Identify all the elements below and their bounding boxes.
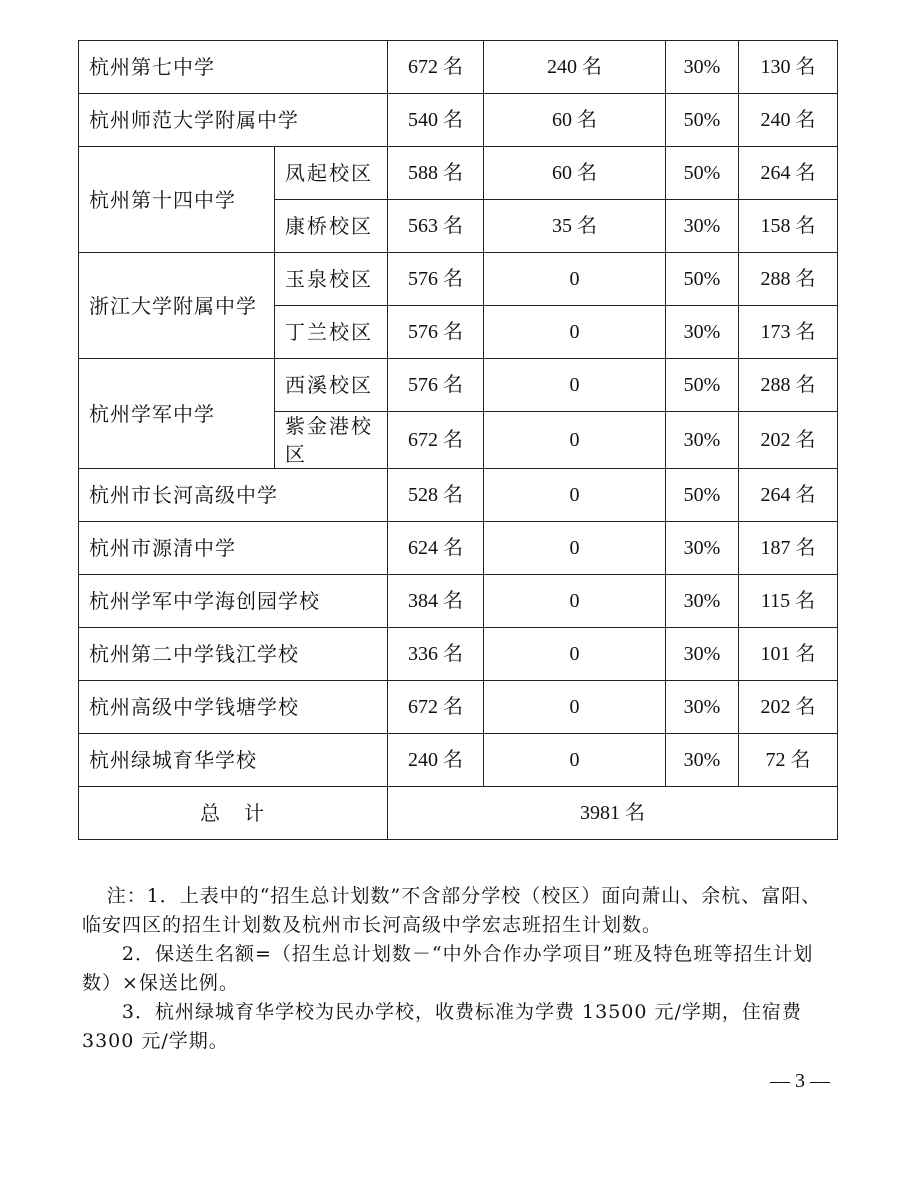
- recommend-ratio: 50%: [666, 359, 739, 412]
- campus-name: 凤起校区: [275, 147, 388, 200]
- enrollment-table: [78, 40, 838, 840]
- table-row: [79, 147, 838, 200]
- total-plan: 540 名: [388, 94, 484, 147]
- recommend-quota: 264 名: [739, 147, 838, 200]
- intl-plan: 0: [484, 253, 666, 306]
- intl-plan: 60 名: [484, 94, 666, 147]
- intl-plan: 0: [484, 681, 666, 734]
- intl-plan: 0: [484, 734, 666, 787]
- total-plan: 624 名: [388, 522, 484, 575]
- table-row: [79, 359, 838, 412]
- recommend-quota: 173 名: [739, 306, 838, 359]
- recommend-quota: 187 名: [739, 522, 838, 575]
- intl-plan: 0: [484, 522, 666, 575]
- school-name: 杭州第二中学钱江学校: [79, 628, 388, 681]
- recommend-quota: 202 名: [739, 412, 838, 469]
- recommend-ratio: 30%: [666, 41, 739, 94]
- table-row: [79, 681, 838, 734]
- recommend-quota: 240 名: [739, 94, 838, 147]
- school-name: 杭州市长河高级中学: [79, 469, 388, 522]
- recommend-ratio: 30%: [666, 522, 739, 575]
- recommend-ratio: 50%: [666, 253, 739, 306]
- campus-name: 西溪校区: [275, 359, 388, 412]
- recommend-quota: 72 名: [739, 734, 838, 787]
- total-plan: 576 名: [388, 253, 484, 306]
- total-plan: 588 名: [388, 147, 484, 200]
- school-name: 杭州第七中学: [79, 41, 388, 94]
- school-name: 杭州高级中学钱塘学校: [79, 681, 388, 734]
- intl-plan: 0: [484, 412, 666, 469]
- table-row: [79, 41, 838, 94]
- school-name: 杭州市源清中学: [79, 522, 388, 575]
- recommend-ratio: 30%: [666, 575, 739, 628]
- table-row: [79, 734, 838, 787]
- table-row: [79, 522, 838, 575]
- recommend-quota: 115 名: [739, 575, 838, 628]
- campus-name: 康桥校区: [275, 200, 388, 253]
- school-name: 杭州学军中学海创园学校: [79, 575, 388, 628]
- school-name: 杭州第十四中学: [79, 147, 275, 253]
- notes-section: [82, 882, 832, 1056]
- page-number: — 3 —: [770, 1070, 830, 1092]
- recommend-ratio: 30%: [666, 681, 739, 734]
- total-plan: 576 名: [388, 359, 484, 412]
- recommend-ratio: 50%: [666, 94, 739, 147]
- table-row: [79, 628, 838, 681]
- total-plan: 672 名: [388, 41, 484, 94]
- recommend-ratio: 50%: [666, 147, 739, 200]
- total-plan: 384 名: [388, 575, 484, 628]
- total-plan: 563 名: [388, 200, 484, 253]
- note-2: 2．保送生名额=（招生总计划数－“中外合作办学项目”班及特色班等招生计划数）×保送比例。: [82, 943, 814, 994]
- intl-plan: 35 名: [484, 200, 666, 253]
- recommend-quota: 264 名: [739, 469, 838, 522]
- recommend-ratio: 30%: [666, 628, 739, 681]
- intl-plan: 60 名: [484, 147, 666, 200]
- intl-plan: 0: [484, 628, 666, 681]
- intl-plan: 0: [484, 306, 666, 359]
- recommend-ratio: 30%: [666, 412, 739, 469]
- recommend-ratio: 30%: [666, 734, 739, 787]
- campus-name: 紫金港校区: [275, 412, 388, 469]
- total-plan: 528 名: [388, 469, 484, 522]
- recommend-ratio: 30%: [666, 306, 739, 359]
- school-name: 杭州师范大学附属中学: [79, 94, 388, 147]
- table-row: [79, 253, 838, 306]
- recommend-quota: 130 名: [739, 41, 838, 94]
- total-plan: 240 名: [388, 734, 484, 787]
- total-plan: 336 名: [388, 628, 484, 681]
- recommend-ratio: 50%: [666, 469, 739, 522]
- total-plan: 672 名: [388, 412, 484, 469]
- recommend-ratio: 30%: [666, 200, 739, 253]
- intl-plan: 0: [484, 575, 666, 628]
- campus-name: 玉泉校区: [275, 253, 388, 306]
- recommend-quota: 288 名: [739, 253, 838, 306]
- school-name: 杭州学军中学: [79, 359, 275, 469]
- total-plan: 576 名: [388, 306, 484, 359]
- table-row: [79, 469, 838, 522]
- school-name: 浙江大学附属中学: [79, 253, 275, 359]
- intl-plan: 0: [484, 359, 666, 412]
- total-label: 总 计: [79, 787, 388, 840]
- note-1: 注：1．上表中的“招生总计划数”不含部分学校（校区）面向萧山、余杭、富阳、临安四区的招生计划数及杭州市长河高级中学宏志班招生计划数。: [82, 885, 822, 936]
- table-row: [79, 575, 838, 628]
- recommend-quota: 288 名: [739, 359, 838, 412]
- school-name: 杭州绿城育华学校: [79, 734, 388, 787]
- note-3: 3．杭州绿城育华学校为民办学校，收费标准为学费 13500 元/学期，住宿费 3300 元/学期。: [82, 1001, 802, 1052]
- intl-plan: 0: [484, 469, 666, 522]
- recommend-quota: 202 名: [739, 681, 838, 734]
- total-row: [79, 787, 838, 840]
- total-plan: 672 名: [388, 681, 484, 734]
- recommend-quota: 158 名: [739, 200, 838, 253]
- total-value: 3981 名: [388, 787, 838, 840]
- table-row: [79, 94, 838, 147]
- intl-plan: 240 名: [484, 41, 666, 94]
- campus-name: 丁兰校区: [275, 306, 388, 359]
- recommend-quota: 101 名: [739, 628, 838, 681]
